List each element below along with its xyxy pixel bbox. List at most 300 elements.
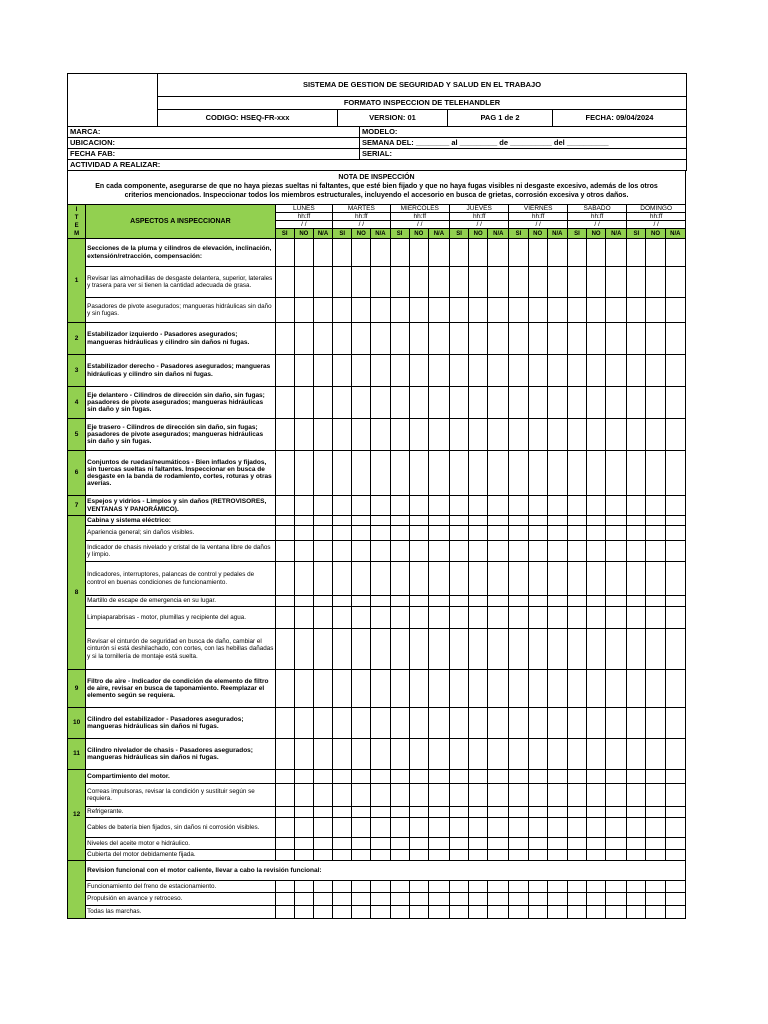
check-cell[interactable] [352, 739, 371, 770]
check-cell[interactable] [528, 239, 547, 267]
check-cell[interactable] [428, 784, 449, 807]
check-cell[interactable] [275, 541, 294, 562]
check-cell[interactable] [587, 670, 606, 708]
check-cell[interactable] [509, 607, 528, 629]
check-cell[interactable] [528, 818, 547, 838]
check-cell[interactable] [428, 298, 449, 323]
check-cell[interactable] [627, 770, 646, 784]
check-cell[interactable] [409, 596, 428, 607]
check-cell[interactable] [428, 496, 449, 516]
check-cell[interactable] [606, 496, 627, 516]
check-cell[interactable] [587, 516, 606, 526]
check-cell[interactable] [587, 596, 606, 607]
check-cell[interactable] [528, 323, 547, 355]
check-cell[interactable] [665, 541, 685, 562]
check-cell[interactable] [606, 562, 627, 596]
check-cell[interactable] [528, 596, 547, 607]
check-cell[interactable] [428, 850, 449, 861]
check-cell[interactable] [567, 784, 586, 807]
check-cell[interactable] [409, 419, 428, 451]
check-cell[interactable] [409, 893, 428, 906]
check-cell[interactable] [587, 784, 606, 807]
check-cell[interactable] [275, 526, 294, 541]
day-time[interactable]: hh:ff [567, 213, 626, 221]
check-cell[interactable] [390, 708, 409, 739]
check-cell[interactable] [587, 807, 606, 818]
check-cell[interactable] [352, 807, 371, 818]
check-cell[interactable] [294, 562, 313, 596]
check-cell[interactable] [352, 607, 371, 629]
check-cell[interactable] [352, 323, 371, 355]
serial-field[interactable]: SERIAL: [360, 149, 687, 160]
check-cell[interactable] [449, 387, 468, 419]
check-cell[interactable] [469, 323, 488, 355]
check-cell[interactable] [488, 516, 509, 526]
check-cell[interactable] [390, 239, 409, 267]
check-cell[interactable] [449, 298, 468, 323]
check-cell[interactable] [428, 881, 449, 893]
check-cell[interactable] [488, 739, 509, 770]
check-cell[interactable] [587, 419, 606, 451]
check-cell[interactable] [409, 629, 428, 670]
check-cell[interactable] [294, 496, 313, 516]
check-cell[interactable] [352, 239, 371, 267]
check-cell[interactable] [606, 838, 627, 850]
check-cell[interactable] [488, 451, 509, 496]
check-cell[interactable] [488, 838, 509, 850]
check-cell[interactable] [390, 670, 409, 708]
check-cell[interactable] [547, 596, 567, 607]
check-cell[interactable] [665, 267, 685, 298]
check-cell[interactable] [371, 355, 390, 387]
check-cell[interactable] [488, 323, 509, 355]
check-cell[interactable] [627, 387, 646, 419]
check-cell[interactable] [665, 562, 685, 596]
check-cell[interactable] [449, 355, 468, 387]
day-time[interactable]: hh:ff [627, 213, 686, 221]
check-cell[interactable] [333, 881, 352, 893]
check-cell[interactable] [333, 629, 352, 670]
check-cell[interactable] [275, 906, 294, 919]
check-cell[interactable] [409, 784, 428, 807]
check-cell[interactable] [646, 807, 665, 818]
check-cell[interactable] [390, 607, 409, 629]
check-cell[interactable] [528, 267, 547, 298]
check-cell[interactable] [294, 708, 313, 739]
check-cell[interactable] [488, 629, 509, 670]
check-cell[interactable] [449, 239, 468, 267]
check-cell[interactable] [606, 739, 627, 770]
check-cell[interactable] [528, 881, 547, 893]
check-cell[interactable] [294, 541, 313, 562]
check-cell[interactable] [449, 838, 468, 850]
check-cell[interactable] [294, 419, 313, 451]
check-cell[interactable] [352, 629, 371, 670]
check-cell[interactable] [390, 298, 409, 323]
check-cell[interactable] [509, 516, 528, 526]
check-cell[interactable] [449, 893, 468, 906]
check-cell[interactable] [547, 708, 567, 739]
check-cell[interactable] [428, 838, 449, 850]
check-cell[interactable] [567, 355, 586, 387]
check-cell[interactable] [587, 881, 606, 893]
check-cell[interactable] [390, 850, 409, 861]
check-cell[interactable] [567, 770, 586, 784]
check-cell[interactable] [606, 419, 627, 451]
check-cell[interactable] [469, 629, 488, 670]
check-cell[interactable] [390, 906, 409, 919]
check-cell[interactable] [371, 387, 390, 419]
check-cell[interactable] [528, 355, 547, 387]
check-cell[interactable] [352, 298, 371, 323]
check-cell[interactable] [509, 541, 528, 562]
check-cell[interactable] [665, 784, 685, 807]
check-cell[interactable] [665, 893, 685, 906]
check-cell[interactable] [313, 355, 332, 387]
check-cell[interactable] [352, 516, 371, 526]
check-cell[interactable] [567, 526, 586, 541]
check-cell[interactable] [528, 784, 547, 807]
check-cell[interactable] [469, 850, 488, 861]
check-cell[interactable] [469, 670, 488, 708]
check-cell[interactable] [547, 239, 567, 267]
check-cell[interactable] [313, 770, 332, 784]
check-cell[interactable] [390, 739, 409, 770]
check-cell[interactable] [428, 355, 449, 387]
check-cell[interactable] [567, 906, 586, 919]
check-cell[interactable] [627, 596, 646, 607]
check-cell[interactable] [390, 419, 409, 451]
check-cell[interactable] [469, 838, 488, 850]
check-cell[interactable] [390, 387, 409, 419]
check-cell[interactable] [409, 906, 428, 919]
check-cell[interactable] [469, 708, 488, 739]
check-cell[interactable] [275, 893, 294, 906]
check-cell[interactable] [547, 267, 567, 298]
check-cell[interactable] [333, 298, 352, 323]
check-cell[interactable] [547, 807, 567, 818]
marca-field[interactable]: MARCA: [68, 127, 360, 138]
check-cell[interactable] [371, 850, 390, 861]
check-cell[interactable] [409, 881, 428, 893]
check-cell[interactable] [409, 298, 428, 323]
check-cell[interactable] [528, 670, 547, 708]
check-cell[interactable] [333, 562, 352, 596]
check-cell[interactable] [665, 451, 685, 496]
check-cell[interactable] [449, 906, 468, 919]
check-cell[interactable] [313, 496, 332, 516]
check-cell[interactable] [352, 906, 371, 919]
check-cell[interactable] [646, 516, 665, 526]
check-cell[interactable] [646, 541, 665, 562]
check-cell[interactable] [352, 818, 371, 838]
check-cell[interactable] [333, 850, 352, 861]
check-cell[interactable] [509, 906, 528, 919]
check-cell[interactable] [469, 596, 488, 607]
check-cell[interactable] [333, 516, 352, 526]
check-cell[interactable] [665, 387, 685, 419]
check-cell[interactable] [313, 541, 332, 562]
check-cell[interactable] [428, 541, 449, 562]
check-cell[interactable] [371, 770, 390, 784]
check-cell[interactable] [333, 323, 352, 355]
check-cell[interactable] [627, 893, 646, 906]
check-cell[interactable] [449, 323, 468, 355]
check-cell[interactable] [275, 419, 294, 451]
check-cell[interactable] [509, 807, 528, 818]
check-cell[interactable] [275, 607, 294, 629]
check-cell[interactable] [428, 906, 449, 919]
check-cell[interactable] [409, 387, 428, 419]
check-cell[interactable] [528, 419, 547, 451]
check-cell[interactable] [567, 496, 586, 516]
check-cell[interactable] [390, 596, 409, 607]
check-cell[interactable] [409, 838, 428, 850]
check-cell[interactable] [294, 387, 313, 419]
check-cell[interactable] [547, 541, 567, 562]
check-cell[interactable] [294, 239, 313, 267]
check-cell[interactable] [627, 818, 646, 838]
check-cell[interactable] [390, 881, 409, 893]
check-cell[interactable] [352, 893, 371, 906]
check-cell[interactable] [371, 629, 390, 670]
check-cell[interactable] [352, 562, 371, 596]
check-cell[interactable] [547, 881, 567, 893]
check-cell[interactable] [567, 607, 586, 629]
check-cell[interactable] [352, 770, 371, 784]
check-cell[interactable] [587, 526, 606, 541]
check-cell[interactable] [275, 629, 294, 670]
check-cell[interactable] [352, 387, 371, 419]
check-cell[interactable] [528, 387, 547, 419]
check-cell[interactable] [665, 906, 685, 919]
check-cell[interactable] [390, 770, 409, 784]
check-cell[interactable] [294, 607, 313, 629]
check-cell[interactable] [567, 541, 586, 562]
check-cell[interactable] [587, 451, 606, 496]
check-cell[interactable] [567, 419, 586, 451]
check-cell[interactable] [333, 596, 352, 607]
check-cell[interactable] [665, 807, 685, 818]
check-cell[interactable] [627, 239, 646, 267]
check-cell[interactable] [587, 323, 606, 355]
check-cell[interactable] [352, 451, 371, 496]
check-cell[interactable] [665, 496, 685, 516]
check-cell[interactable] [313, 607, 332, 629]
check-cell[interactable] [294, 881, 313, 893]
check-cell[interactable] [449, 770, 468, 784]
check-cell[interactable] [587, 562, 606, 596]
check-cell[interactable] [428, 387, 449, 419]
check-cell[interactable] [587, 893, 606, 906]
check-cell[interactable] [587, 239, 606, 267]
check-cell[interactable] [313, 516, 332, 526]
check-cell[interactable] [275, 670, 294, 708]
check-cell[interactable] [606, 893, 627, 906]
check-cell[interactable] [275, 739, 294, 770]
check-cell[interactable] [509, 670, 528, 708]
check-cell[interactable] [352, 881, 371, 893]
check-cell[interactable] [390, 562, 409, 596]
check-cell[interactable] [390, 629, 409, 670]
check-cell[interactable] [409, 670, 428, 708]
check-cell[interactable] [547, 784, 567, 807]
check-cell[interactable] [606, 629, 627, 670]
check-cell[interactable] [665, 419, 685, 451]
check-cell[interactable] [313, 838, 332, 850]
check-cell[interactable] [333, 451, 352, 496]
check-cell[interactable] [509, 770, 528, 784]
check-cell[interactable] [313, 818, 332, 838]
check-cell[interactable] [528, 516, 547, 526]
check-cell[interactable] [528, 496, 547, 516]
check-cell[interactable] [390, 516, 409, 526]
check-cell[interactable] [428, 239, 449, 267]
check-cell[interactable] [547, 387, 567, 419]
check-cell[interactable] [627, 838, 646, 850]
check-cell[interactable] [606, 298, 627, 323]
check-cell[interactable] [469, 541, 488, 562]
check-cell[interactable] [371, 562, 390, 596]
check-cell[interactable] [509, 562, 528, 596]
check-cell[interactable] [528, 906, 547, 919]
check-cell[interactable] [409, 807, 428, 818]
check-cell[interactable] [333, 496, 352, 516]
check-cell[interactable] [606, 906, 627, 919]
check-cell[interactable] [665, 629, 685, 670]
check-cell[interactable] [371, 451, 390, 496]
check-cell[interactable] [509, 526, 528, 541]
check-cell[interactable] [665, 850, 685, 861]
check-cell[interactable] [665, 838, 685, 850]
check-cell[interactable] [606, 818, 627, 838]
check-cell[interactable] [627, 906, 646, 919]
check-cell[interactable] [313, 850, 332, 861]
check-cell[interactable] [567, 708, 586, 739]
check-cell[interactable] [547, 516, 567, 526]
check-cell[interactable] [646, 838, 665, 850]
check-cell[interactable] [275, 596, 294, 607]
check-cell[interactable] [449, 708, 468, 739]
check-cell[interactable] [627, 629, 646, 670]
check-cell[interactable] [313, 562, 332, 596]
check-cell[interactable] [567, 451, 586, 496]
check-cell[interactable] [646, 451, 665, 496]
check-cell[interactable] [313, 451, 332, 496]
check-cell[interactable] [488, 541, 509, 562]
check-cell[interactable] [587, 770, 606, 784]
check-cell[interactable] [313, 629, 332, 670]
check-cell[interactable] [488, 818, 509, 838]
check-cell[interactable] [469, 355, 488, 387]
check-cell[interactable] [428, 770, 449, 784]
check-cell[interactable] [665, 323, 685, 355]
check-cell[interactable] [275, 807, 294, 818]
check-cell[interactable] [428, 451, 449, 496]
check-cell[interactable] [333, 893, 352, 906]
check-cell[interactable] [567, 323, 586, 355]
check-cell[interactable] [665, 818, 685, 838]
check-cell[interactable] [275, 708, 294, 739]
check-cell[interactable] [488, 807, 509, 818]
check-cell[interactable] [606, 807, 627, 818]
check-cell[interactable] [606, 850, 627, 861]
check-cell[interactable] [488, 355, 509, 387]
check-cell[interactable] [488, 881, 509, 893]
check-cell[interactable] [646, 670, 665, 708]
check-cell[interactable] [371, 419, 390, 451]
check-cell[interactable] [313, 387, 332, 419]
check-cell[interactable] [665, 355, 685, 387]
check-cell[interactable] [449, 607, 468, 629]
check-cell[interactable] [275, 239, 294, 267]
check-cell[interactable] [547, 323, 567, 355]
check-cell[interactable] [313, 298, 332, 323]
check-cell[interactable] [567, 562, 586, 596]
check-cell[interactable] [488, 784, 509, 807]
check-cell[interactable] [428, 708, 449, 739]
check-cell[interactable] [646, 419, 665, 451]
check-cell[interactable] [469, 451, 488, 496]
check-cell[interactable] [352, 850, 371, 861]
check-cell[interactable] [333, 387, 352, 419]
check-cell[interactable] [313, 807, 332, 818]
check-cell[interactable] [469, 298, 488, 323]
check-cell[interactable] [428, 526, 449, 541]
check-cell[interactable] [627, 807, 646, 818]
check-cell[interactable] [567, 516, 586, 526]
check-cell[interactable] [313, 267, 332, 298]
check-cell[interactable] [294, 596, 313, 607]
check-cell[interactable] [646, 906, 665, 919]
check-cell[interactable] [275, 298, 294, 323]
check-cell[interactable] [665, 607, 685, 629]
check-cell[interactable] [390, 267, 409, 298]
check-cell[interactable] [469, 562, 488, 596]
check-cell[interactable] [509, 323, 528, 355]
check-cell[interactable] [587, 607, 606, 629]
check-cell[interactable] [371, 541, 390, 562]
check-cell[interactable] [587, 708, 606, 739]
check-cell[interactable] [449, 784, 468, 807]
check-cell[interactable] [547, 607, 567, 629]
check-cell[interactable] [488, 562, 509, 596]
check-cell[interactable] [509, 708, 528, 739]
check-cell[interactable] [587, 629, 606, 670]
check-cell[interactable] [469, 496, 488, 516]
check-cell[interactable] [587, 838, 606, 850]
check-cell[interactable] [567, 838, 586, 850]
check-cell[interactable] [352, 267, 371, 298]
check-cell[interactable] [587, 267, 606, 298]
check-cell[interactable] [371, 323, 390, 355]
check-cell[interactable] [449, 881, 468, 893]
check-cell[interactable] [606, 267, 627, 298]
check-cell[interactable] [646, 526, 665, 541]
check-cell[interactable] [294, 818, 313, 838]
check-cell[interactable] [294, 516, 313, 526]
check-cell[interactable] [275, 387, 294, 419]
check-cell[interactable] [488, 526, 509, 541]
check-cell[interactable] [409, 850, 428, 861]
check-cell[interactable] [646, 850, 665, 861]
check-cell[interactable] [294, 838, 313, 850]
day-time[interactable]: hh:ff [509, 213, 567, 221]
check-cell[interactable] [528, 708, 547, 739]
check-cell[interactable] [428, 323, 449, 355]
check-cell[interactable] [352, 708, 371, 739]
check-cell[interactable] [275, 451, 294, 496]
